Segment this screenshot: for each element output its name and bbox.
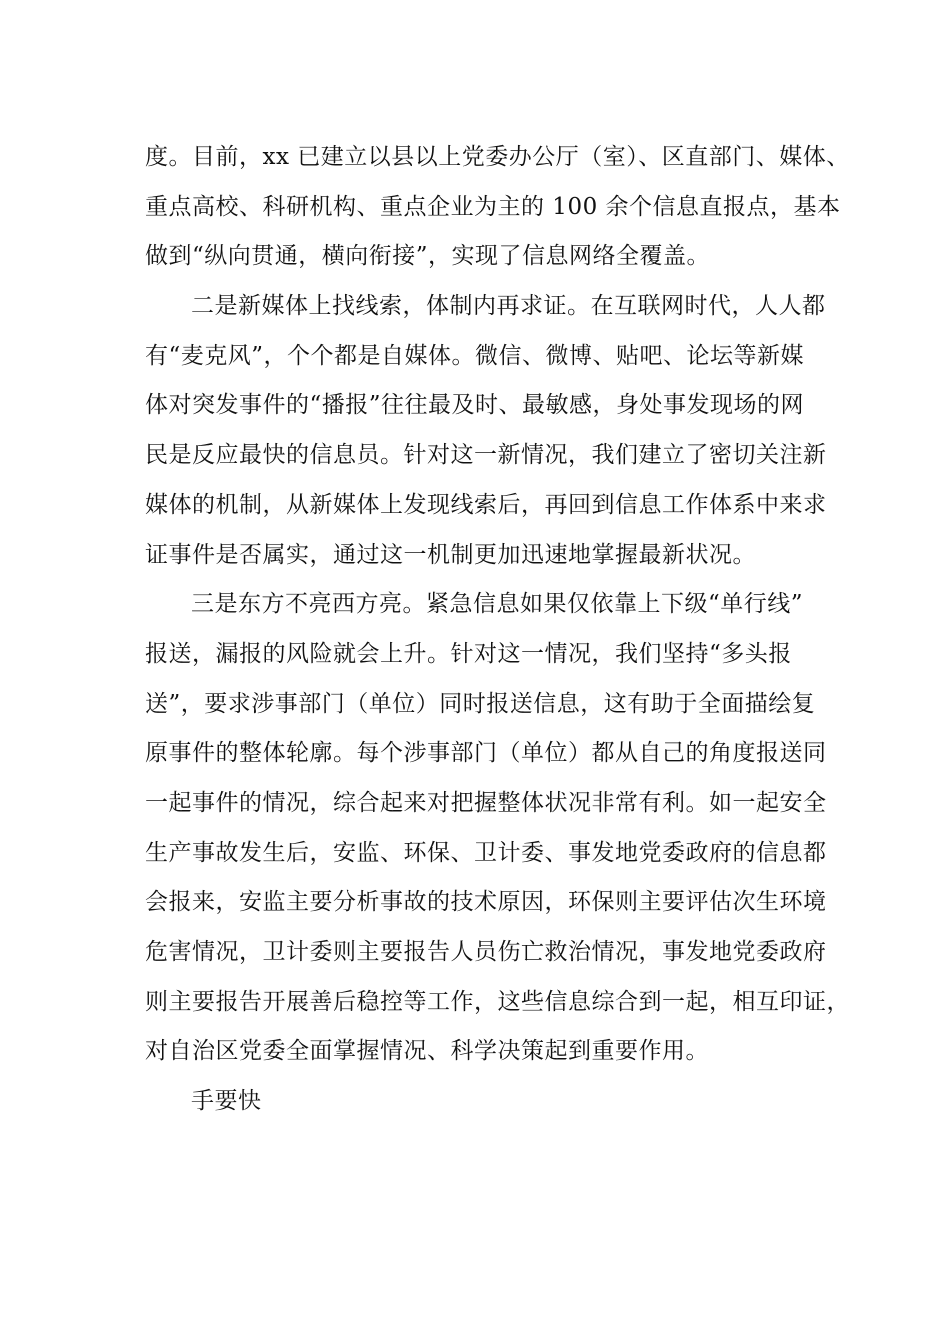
text-line: 一起事件的情况，综合起来对把握整体状况非常有利。如一起安全 xyxy=(145,789,827,816)
text-line: 则主要报告开展善后稳控等工作，这些信息综合到一起，相互印证， xyxy=(145,988,850,1015)
text-line: 对自治区党委全面掌握情况、科学决策起到重要作用。 xyxy=(145,1038,709,1065)
section-heading: 手要快 xyxy=(191,1088,262,1115)
text-line: 送”，要求涉事部门（单位）同时报送信息，这有助于全面描绘复 xyxy=(145,690,816,717)
text-line: 报送，漏报的风险就会上升。针对这一情况，我们坚持“多头报 xyxy=(145,640,792,667)
text-line: 生产事故发生后，安监、环保、卫计委、事发地党委政府的信息都 xyxy=(145,839,827,866)
paragraph-start-line: 三是东方不亮西方亮。紧急信息如果仅依靠上下级“单行线” xyxy=(191,591,804,618)
text-line: 体对突发事件的“播报”往往最及时、最敏感，身处事发现场的网 xyxy=(145,392,805,419)
text-line: 度。目前，xx 已建立以县以上党委办公厅（室）、区直部门、媒体、 xyxy=(145,144,850,170)
text-line: 会报来，安监主要分析事故的技术原因，环保则主要评估次生环境 xyxy=(145,889,827,916)
text-line: 民是反应最快的信息员。针对这一新情况，我们建立了密切关注新 xyxy=(145,442,827,469)
text-line: 有“麦克风”，个个都是自媒体。微信、微博、贴吧、论坛等新媒 xyxy=(145,342,805,369)
text-line: 媒体的机制，从新媒体上发现线索后，再回到信息工作体系中来求 xyxy=(145,491,827,518)
document-body xyxy=(145,133,850,1127)
text-line: 危害情况，卫计委则主要报告人员伤亡救治情况，事发地党委政府 xyxy=(145,939,827,965)
text-line: 做到“纵向贯通，横向衔接”，实现了信息网络全覆盖。 xyxy=(145,243,711,270)
paragraph-start-line: 二是新媒体上找线索，体制内再求证。在互联网时代，人人都 xyxy=(191,293,826,320)
text-line: 重点高校、科研机构、重点企业为主的 100 余个信息直报点，基本 xyxy=(145,193,841,220)
text-line: 证事件是否属实，通过这一机制更加迅速地掌握最新状况。 xyxy=(145,541,756,568)
text-line: 原事件的整体轮廓。每个涉事部门（单位）都从自己的角度报送同 xyxy=(145,740,827,767)
